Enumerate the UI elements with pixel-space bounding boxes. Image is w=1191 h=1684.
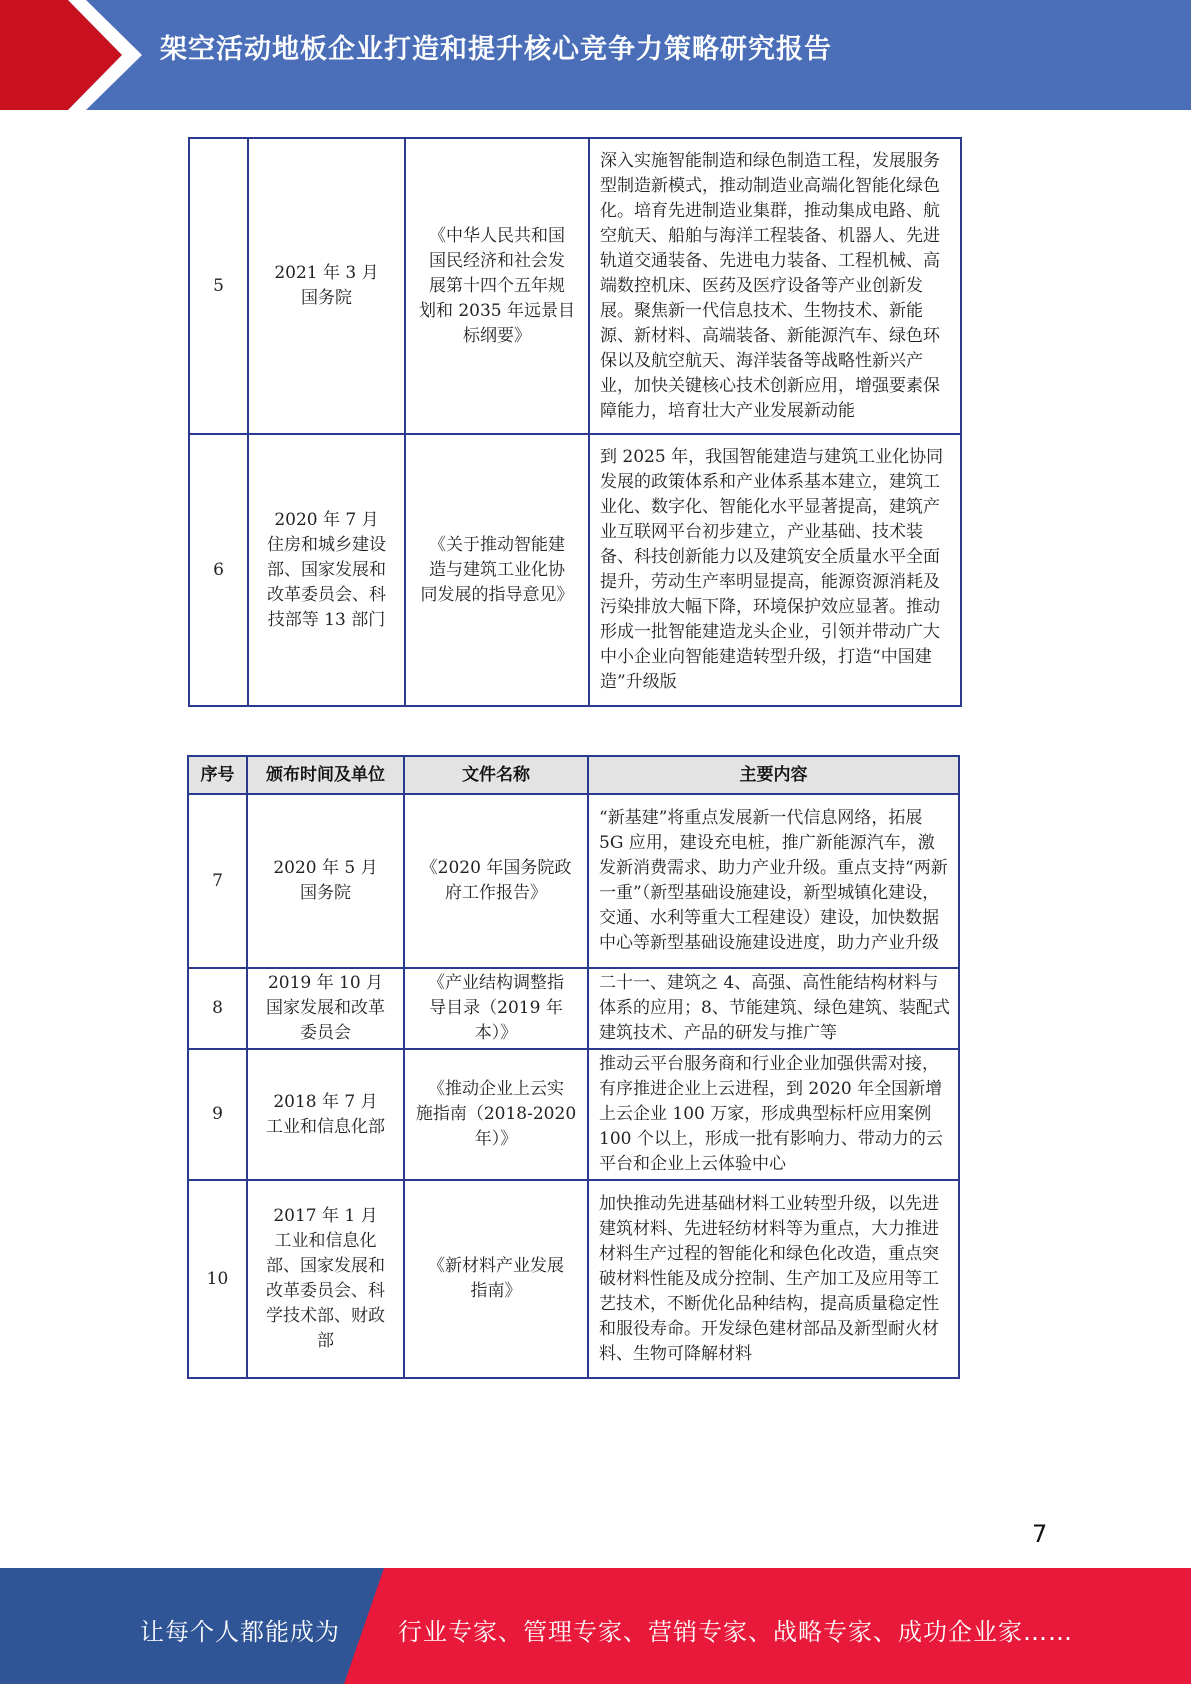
cell-document-name: 《2020 年国务院政 府工作报告》 xyxy=(404,794,588,968)
footer-slogan-right: 行业专家、管理专家、营销专家、战略专家、成功企业家…… xyxy=(398,1618,1073,1646)
column-header-issuer: 颁布时间及单位 xyxy=(247,756,404,794)
table-header-row xyxy=(188,756,959,794)
cell-document-name: 《产业结构调整指 导目录（2019 年本）》 xyxy=(404,968,588,1049)
cell-issuer: 2020 年 5 月 国务院 xyxy=(247,794,404,968)
footer-slogan-left: 让每个人都能成为 xyxy=(140,1618,340,1646)
column-header-serial: 序号 xyxy=(188,756,247,794)
cell-main-content: 加快推动先进基础材料工业转型升级，以先进建筑材料、先进轻纺材料等为重点，大力推进材料生产过程的智能化和绿色化改造，重点突破材料性能及成分控制、生产加工及应用等工艺技术，不断优化品种结构，提高质量稳定性和服役寿命。开发绿色建材部品及新型耐火材料、生物可降解材料 xyxy=(588,1180,959,1378)
column-header-document: 文件名称 xyxy=(404,756,588,794)
cell-serial-number: 7 xyxy=(188,794,247,968)
cell-serial-number: 8 xyxy=(188,968,247,1049)
cell-issuer: 2017 年 1 月 工业和信息化 部、国家发展和 改革委员会、科 学技术部、财政 部 xyxy=(247,1180,404,1378)
table-row xyxy=(189,138,961,434)
cell-serial-number: 10 xyxy=(188,1180,247,1378)
table-row xyxy=(188,1049,959,1180)
column-header-content: 主要内容 xyxy=(588,756,959,794)
cell-document-name: 《中华人民共和国 国民经济和社会发 展第十四个五年规 划和 2035 年远景目 标纲要》 xyxy=(405,138,589,434)
cell-issuer: 2018 年 7 月 工业和信息化部 xyxy=(247,1049,404,1180)
cell-issuer: 2019 年 10 月 国家发展和改革 委员会 xyxy=(247,968,404,1049)
footer-banner xyxy=(0,1568,1191,1684)
header-banner xyxy=(0,0,1191,110)
table-row xyxy=(189,434,961,706)
header-arrow-decoration xyxy=(0,0,160,110)
table-row xyxy=(188,1180,959,1378)
cell-document-name: 《推动企业上云实 施指南（2018-2020 年）》 xyxy=(404,1049,588,1180)
cell-serial-number: 6 xyxy=(189,434,248,706)
cell-issuer: 2020 年 7 月 住房和城乡建设 部、国家发展和 改革委员会、科 技部等 13 部门 xyxy=(248,434,405,706)
page-number: 7 xyxy=(1032,1520,1048,1548)
policy-table xyxy=(187,755,960,1379)
cell-main-content: 深入实施智能制造和绿色制造工程，发展服务型制造新模式，推动制造业高端化智能化绿色化。培育先进制造业集群，推动集成电路、航空航天、船舶与海洋工程装备、机器人、先进轨道交通装备、先进电力装备、工程机械、高端数控机床、医药及医疗设备等产业创新发展。聚焦新一代信息技术、生物技术、新能源、新材料、高端装备、新能源汽车、绿色环保以及航空航天、海洋装备等战略性新兴产业，加快关键核心技术创新应用，增强要素保障能力，培育壮大产业发展新动能 xyxy=(589,138,961,434)
table-row xyxy=(188,794,959,968)
page-title: 架空活动地板企业打造和提升核心竞争力策略研究报告 xyxy=(160,34,832,65)
cell-document-name: 《新材料产业发展 指南》 xyxy=(404,1180,588,1378)
cell-serial-number: 9 xyxy=(188,1049,247,1180)
cell-main-content: “新基建”将重点发展新一代信息网络，拓展 5G 应用，建设充电桩，推广新能源汽车，激发新消费需求、助力产业升级。重点支持“两新一重”（新型基础设施建设，新型城镇化建设，交通、水利等重大工程建设）建设，加快数据中心等新型基础设施建设进度，助力产业升级 xyxy=(588,794,959,968)
cell-main-content: 推动云平台服务商和行业企业加强供需对接，有序推进企业上云进程，到 2020 年全国新增上云企业 100 万家，形成典型标杆应用案例 100 个以上，形成一批有影响力、带动力的云平台和企业上云体验中心 xyxy=(588,1049,959,1180)
cell-issuer: 2021 年 3 月 国务院 xyxy=(248,138,405,434)
cell-main-content: 二十一、建筑之 4、高强、高性能结构材料与体系的应用；8、节能建筑、绿色建筑、装配式建筑技术、产品的研发与推广等 xyxy=(588,968,959,1049)
cell-serial-number: 5 xyxy=(189,138,248,434)
policy-table-continued xyxy=(188,137,962,707)
cell-document-name: 《关于推动智能建 造与建筑工业化协 同发展的指导意见》 xyxy=(405,434,589,706)
table-row xyxy=(188,968,959,1049)
cell-main-content: 到 2025 年，我国智能建造与建筑工业化协同发展的政策体系和产业体系基本建立，建筑工业化、数字化、智能化水平显著提高，建筑产业互联网平台初步建立，产业基础、技术装备、科技创新能力以及建筑安全质量水平全面提升，劳动生产率明显提高，能源资源消耗及污染排放大幅下降，环境保护效应显著。推动形成一批智能建造龙头企业，引领并带动广大中小企业向智能建造转型升级，打造“中国建造”升级版 xyxy=(589,434,961,706)
